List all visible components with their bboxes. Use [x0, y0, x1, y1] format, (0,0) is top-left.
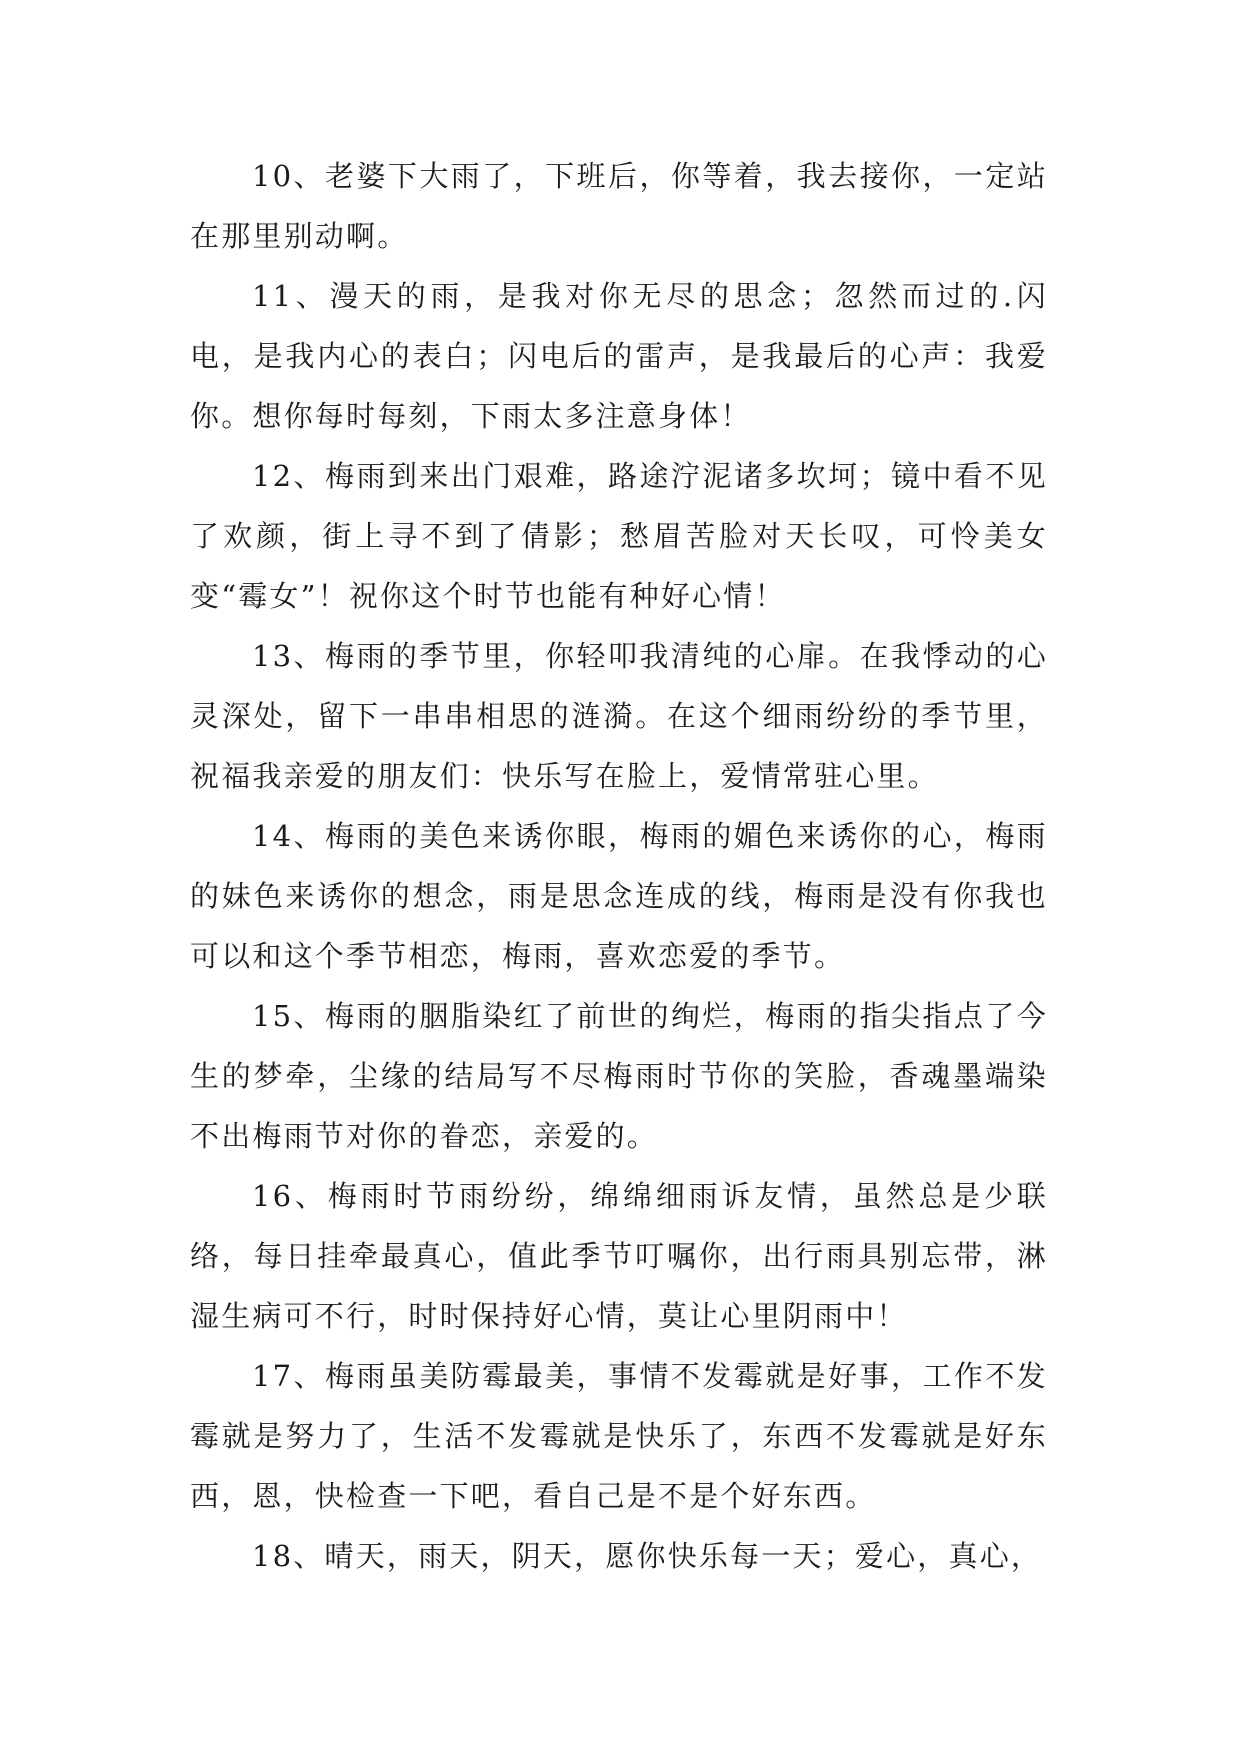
paragraph-13: 13、梅雨的季节里，你轻叩我清纯的心扉。在我悸动的心灵深处，留下一串串相思的涟漪。在这个细雨纷纷的季节里，祝福我亲爱的朋友们：快乐写在脸上，爱情常驻心里。 — [190, 639, 1048, 793]
document-body — [190, 146, 1048, 1586]
paragraph-16: 16、梅雨时节雨纷纷，绵绵细雨诉友情，虽然总是少联络，每日挂牵最真心，值此季节叮嘱你，出行雨具别忘带，淋湿生病可不行，时时保持好心情，莫让心里阴雨中！ — [190, 1179, 1048, 1333]
paragraph-14: 14、梅雨的美色来诱你眼，梅雨的媚色来诱你的心，梅雨的妹色来诱你的想念，雨是思念连成的线，梅雨是没有你我也可以和这个季节相恋，梅雨，喜欢恋爱的季节。 — [190, 819, 1048, 973]
paragraph-10: 10、老婆下大雨了，下班后，你等着，我去接你，一定站在那里别动啊。 — [190, 159, 1048, 253]
paragraph-11: 11、漫天的雨，是我对你无尽的思念；忽然而过的.闪电，是我内心的表白；闪电后的雷声，是我最后的心声：我爱你。想你每时每刻，下雨太多注意身体！ — [190, 279, 1048, 433]
paragraph-15: 15、梅雨的胭脂染红了前世的绚烂，梅雨的指尖指点了今生的梦牵，尘缘的结局写不尽梅雨时节你的笑脸，香魂墨端染不出梅雨节对你的眷恋，亲爱的。 — [190, 999, 1048, 1153]
paragraph-17: 17、梅雨虽美防霉最美，事情不发霉就是好事，工作不发霉就是努力了，生活不发霉就是快乐了，东西不发霉就是好东西，恩，快检查一下吧，看自己是不是个好东西。 — [190, 1359, 1048, 1513]
paragraph-18: 18、晴天，雨天，阴天，愿你快乐每一天；爱心，真心， — [252, 1539, 1043, 1573]
paragraph-12: 12、梅雨到来出门艰难，路途泞泥诸多坎坷；镜中看不见了欢颜，街上寻不到了倩影；愁眉苦脸对天长叹，可怜美女变“霉女”！祝你这个时节也能有种好心情！ — [190, 459, 1048, 613]
